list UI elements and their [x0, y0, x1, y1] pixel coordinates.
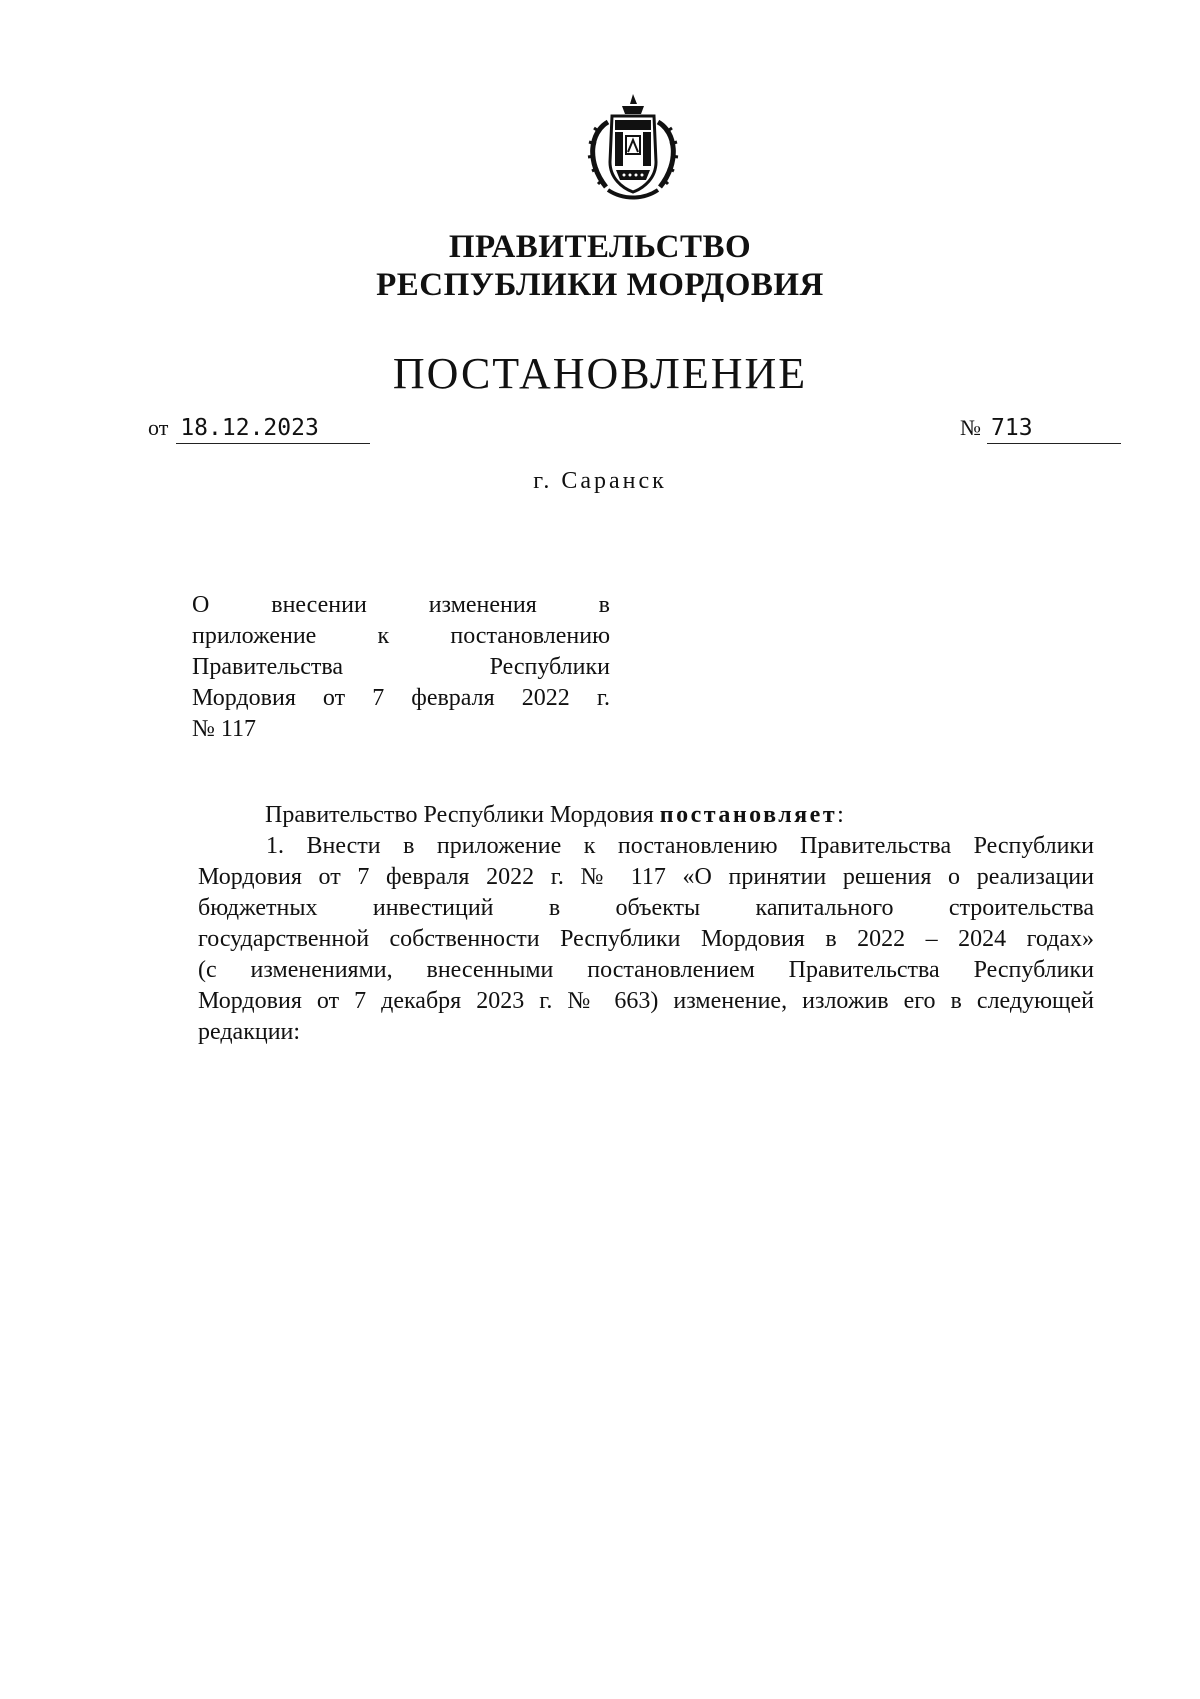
government-name-line2: РЕСПУБЛИКИ МОРДОВИЯ: [376, 267, 824, 303]
subject-line: № 117: [192, 716, 257, 742]
paragraph-line: редакции:: [198, 1019, 301, 1045]
city-name: г. Саранск: [533, 468, 667, 494]
intro-text: Правительство Республики Мордовия: [265, 802, 660, 828]
government-name-line1: ПРАВИТЕЛЬСТВО: [448, 229, 752, 265]
intro-end: :: [837, 802, 844, 828]
paragraph-line: Мордовия от 7 февраля 2022 г. № 117 «О принятии решения о реализации: [198, 864, 1094, 890]
number-row: [960, 415, 1121, 444]
paragraph-line: бюджетных инвестиций в объекты капитального строительства: [198, 895, 1094, 921]
coat-of-arms-icon: [578, 92, 688, 204]
subject-line: Мордовия от 7 февраля 2022 г.: [192, 685, 610, 711]
document-number: 713: [987, 415, 1121, 444]
subject-line: О внесении изменения в: [192, 592, 610, 618]
date-prefix: от: [148, 415, 169, 440]
paragraph-line: 1. Внести в приложение к постановлению Правительства Республики: [266, 833, 1094, 859]
subject-line: приложение к постановлению: [192, 623, 610, 649]
document-subject: [192, 590, 610, 745]
intro-paragraph: [198, 800, 1094, 831]
document-type-title: ПОСТАНОВЛЕНИЕ: [392, 349, 808, 398]
subject-line: Правительства Республики: [192, 654, 610, 680]
intro-bold-word: постановляет: [659, 802, 838, 828]
paragraph-1: [198, 831, 1094, 1048]
number-prefix: №: [960, 415, 981, 440]
paragraph-line: государственной собственности Республики Мордовия в 2022 – 2024 годах»: [198, 926, 1094, 952]
paragraph-line: Мордовия от 7 декабря 2023 г. № 663) изменение, изложив его в следующей: [198, 988, 1094, 1014]
date-row: [148, 415, 370, 444]
paragraph-line: (с изменениями, внесенными постановлением Правительства Республики: [198, 957, 1094, 983]
document-date: 18.12.2023: [176, 415, 370, 444]
document-body: [198, 800, 1094, 1048]
